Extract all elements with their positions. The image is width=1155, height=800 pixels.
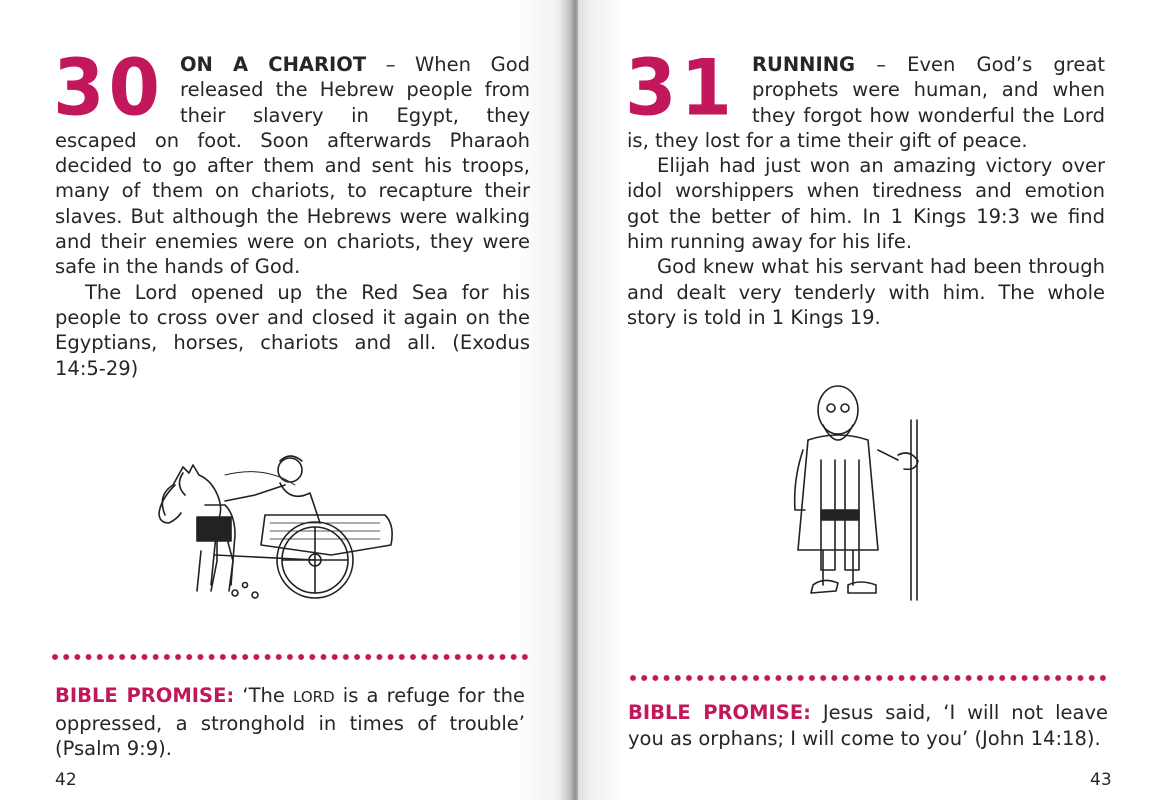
prophet-illustration [783, 380, 943, 620]
devotion-intro: – Even God’s great prophets were human, and when they forgot how wonderful the Lord is, they lost for a time their gift of peace. [627, 53, 1105, 152]
chariot-illustration [145, 435, 405, 615]
promise-label: BIBLE PROMISE: [628, 701, 811, 724]
devotion-number: 30 [53, 42, 164, 134]
devotion-paragraph: The Lord opened up the Red Sea for his people to cross over and closed it again on the Egyptians, horses, chariots and all. (Exodus 14:5-29) [55, 280, 530, 380]
promise-lord: LORD [293, 688, 335, 706]
devotion-31-text [625, 42, 1105, 330]
devotion-number: 31 [625, 42, 736, 134]
promise-text: Jesus said, ‘I will not leave you as orphans; I will come to you’ (John 14:18). [628, 701, 1108, 750]
devotion-heading: ON A CHARIOT [179, 53, 367, 76]
dotted-divider [628, 673, 1108, 683]
devotion-30-text [53, 42, 531, 381]
promise-text-start: ‘The [234, 684, 294, 707]
bible-promise [55, 683, 525, 762]
promise-label: BIBLE PROMISE: [55, 684, 235, 707]
left-page [0, 0, 572, 800]
devotion-heading: RUNNING [751, 53, 856, 76]
dotted-divider [50, 652, 530, 662]
page-number: 42 [55, 770, 77, 790]
page-number: 43 [1090, 770, 1112, 790]
devotion-intro: – When God released the Hebrew people from their slavery in Egypt, they escaped on foot. Soon afterwards Pharaoh decided to go after them and sent his troops, many of them on chariots, to recapture their slaves. But although the Hebrews were walking and their enemies were on chariots, they were safe in the hands of God. [55, 53, 531, 279]
right-page [578, 0, 1155, 800]
devotion-paragraph: God knew what his servant had been through and dealt very tenderly with him. The whole story is told in 1 Kings 19. [627, 255, 1105, 329]
promise-text-end: is a refuge for the oppressed, a stronghold in times of trouble’ (Psalm 9:9). [55, 684, 525, 760]
bible-promise [628, 700, 1108, 751]
devotion-paragraph: Elijah had just won an amazing victory over idol worshippers when tiredness and emotion got the better of him. In 1 Kings 19:3 we find him running away for his life. [627, 154, 1105, 254]
